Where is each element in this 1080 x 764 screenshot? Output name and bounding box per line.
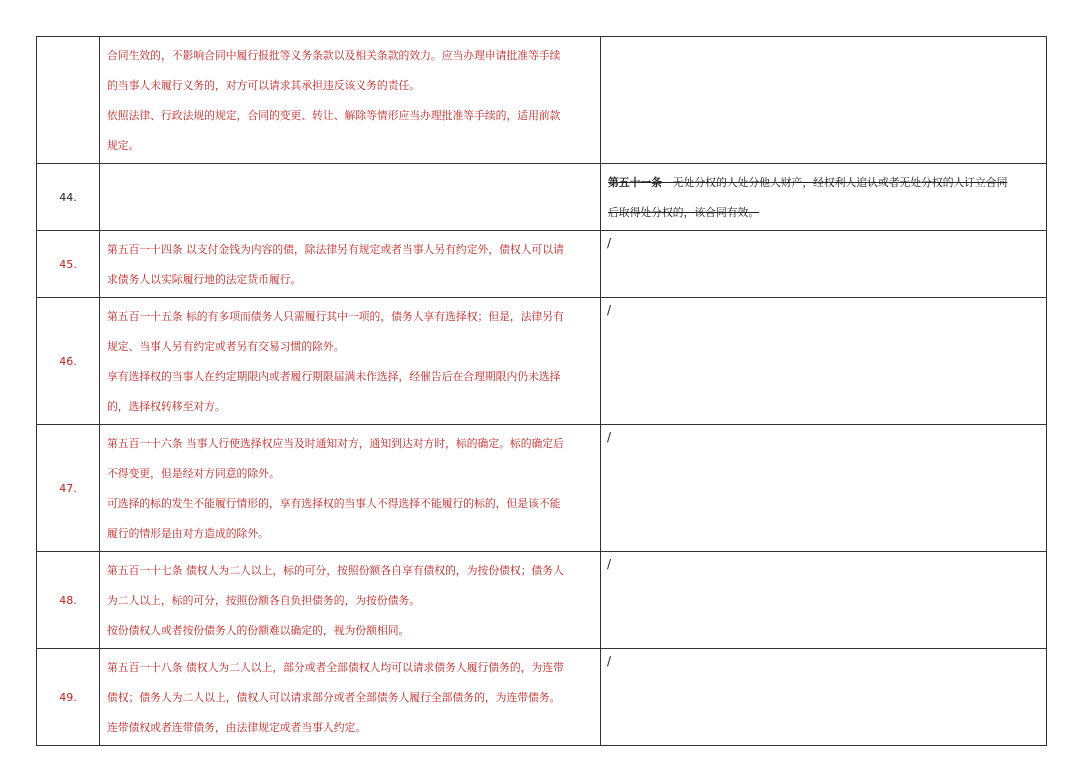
table-row xyxy=(37,231,1047,298)
text-line: 依照法律、行政法规的规定，合同的变更、转让、解除等情形应当办理批准等手续的，适用前款 xyxy=(107,109,561,122)
text-line: 的当事人未履行义务的，对方可以请求其承担违反该义务的责任。 xyxy=(107,79,421,92)
old-text-cell xyxy=(601,231,1047,298)
row-number: 49. xyxy=(37,649,100,746)
table-row xyxy=(37,164,1047,231)
text-line: 第五百一十七条 债权人为二人以上，标的可分，按照份额各自享有债权的，为按份债权；债务人 xyxy=(107,564,564,577)
text-line: 规定、当事人另有约定或者另有交易习惯的除外。 xyxy=(107,340,345,353)
deleted-text: 无处分权的人处分他人财产，经权利人追认或者无处分权的人订立合同 xyxy=(672,176,1008,189)
new-text-cell xyxy=(100,298,601,425)
text-line: 履行的情形是由对方造成的除外。 xyxy=(107,527,269,540)
old-text-cell xyxy=(601,552,1047,649)
new-text-cell xyxy=(100,649,601,746)
text-line: 为二人以上，标的可分，按照份额各自负担债务的，为按份债务。 xyxy=(107,594,421,607)
text-line: 第五百一十六条 当事人行使选择权应当及时通知对方，通知到达对方时，标的确定。标的确定后 xyxy=(107,437,564,450)
deleted-text-line xyxy=(608,168,1040,198)
text-line: 第五百一十四条 以支付金钱为内容的债，除法律另有规定或者当事人另有约定外，债权人可以请 xyxy=(107,243,564,256)
new-text-cell xyxy=(100,231,601,298)
text-line: 求债务人以实际履行地的法定货币履行。 xyxy=(107,273,302,286)
text-line: 按份债权人或者按份债务人的份额难以确定的，视为份额相同。 xyxy=(107,624,410,637)
text-line: 债权；债务人为二人以上，债权人可以请求部分或者全部债务人履行全部债务的，为连带债务。 xyxy=(107,691,561,704)
table-row xyxy=(37,298,1047,425)
text-line: 可选择的标的发生不能履行情形的，享有选择权的当事人不得选择不能履行的标的，但是该不能 xyxy=(107,497,561,510)
old-text-cell xyxy=(601,425,1047,552)
new-text-cell xyxy=(100,164,601,231)
text-line: 不得变更，但是经对方同意的除外。 xyxy=(107,467,280,480)
old-text-cell xyxy=(601,37,1047,164)
old-text-cell xyxy=(601,649,1047,746)
deleted-text-line: 后取得处分权的，该合同有效。 xyxy=(608,206,760,219)
row-number: 48. xyxy=(37,552,100,649)
text-line: 第五百一十八条 债权人为二人以上，部分或者全部债权人均可以请求债务人履行债务的，为连带 xyxy=(107,661,564,674)
none-marker: / xyxy=(607,303,612,317)
table-row xyxy=(37,552,1047,649)
old-text-cell xyxy=(601,298,1047,425)
text-line: 享有选择权的当事人在约定期限内或者履行期限届满未作选择，经催告后在合理期限内仍未选择 xyxy=(107,370,561,383)
new-text-cell xyxy=(100,37,601,164)
row-number: 45. xyxy=(37,231,100,298)
row-number: 44. xyxy=(37,164,100,231)
table-row xyxy=(37,425,1047,552)
text-line: 的，选择权转移至对方。 xyxy=(107,400,226,413)
text-line: 规定。 xyxy=(107,139,140,152)
none-marker: / xyxy=(607,557,612,571)
new-text-cell xyxy=(100,552,601,649)
new-text-cell xyxy=(100,425,601,552)
text-line: 合同生效的，不影响合同中履行报批等义务条款以及相关条款的效力。应当办理申请批准等手续 xyxy=(107,49,561,62)
row-number: 46. xyxy=(37,298,100,425)
text-line: 连带债权或者连带债务，由法律规定或者当事人约定。 xyxy=(107,721,367,734)
row-number: 47. xyxy=(37,425,100,552)
none-marker: / xyxy=(607,654,612,668)
deleted-article-number: 第五十一条 xyxy=(608,176,662,189)
comparison-table xyxy=(36,36,1047,746)
old-text-cell xyxy=(601,164,1047,231)
text-line: 第五百一十五条 标的有多项而债务人只需履行其中一项的，债务人享有选择权；但是，法律另有 xyxy=(107,310,564,323)
row-number xyxy=(37,37,100,164)
none-marker: / xyxy=(607,430,612,444)
table-row xyxy=(37,649,1047,746)
table-row xyxy=(37,37,1047,164)
none-marker: / xyxy=(607,236,612,250)
